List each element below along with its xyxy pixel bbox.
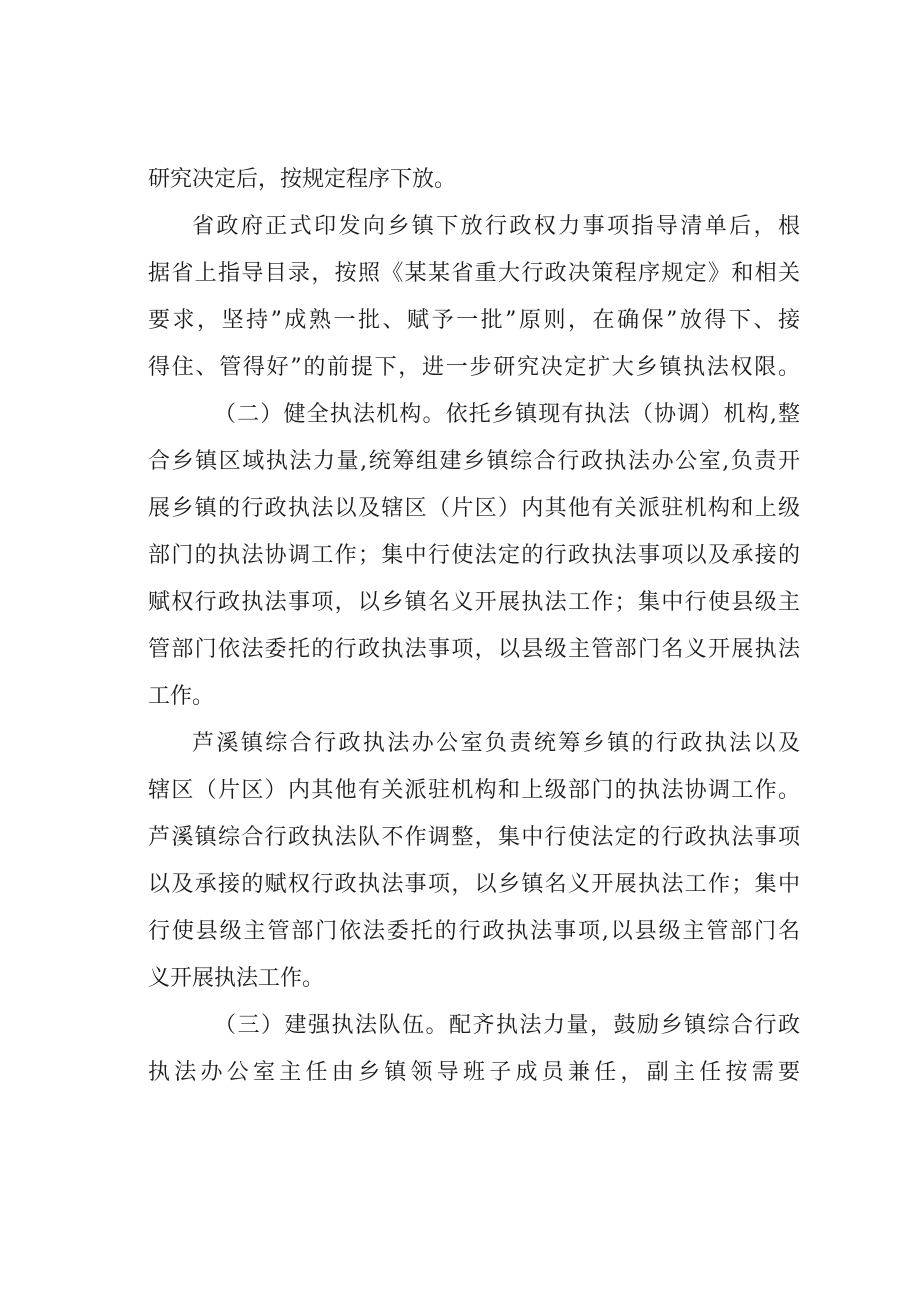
text-line: 行使县级主管部门依法委托的行政执法事项,以县级主管部门名	[148, 919, 800, 944]
text-line: 展乡镇的行政执法以及辖区（片区）内其他有关派驻机构和上级	[148, 496, 800, 521]
text-line: 赋权行政执法事项，以乡镇名义开展执法工作；集中行使县级主	[148, 590, 800, 615]
text-line: 执法办公室主任由乡镇领导班子成员兼任，副主任按需要	[148, 1060, 800, 1085]
text-line: 要求，坚持”成熟一批、赋予一批”原则，在确保”放得下、接	[148, 308, 800, 333]
text-line: 芦溪镇综合行政执法队不作调整，集中行使法定的行政执法事项	[148, 825, 800, 850]
paragraph-5	[148, 1002, 800, 1096]
paragraph-3	[148, 391, 800, 720]
text-line: 省政府正式印发向乡镇下放行政权力事项指导清单后，根	[192, 214, 800, 239]
text-line: 以及承接的赋权行政执法事项，以乡镇名义开展执法工作；集中	[148, 872, 800, 897]
paragraph-2	[148, 203, 800, 391]
text-line: 芦溪镇综合行政执法办公室负责统筹乡镇的行政执法以及	[192, 731, 800, 756]
text-line: 辖区（片区）内其他有关派驻机构和上级部门的执法协调工作。	[148, 778, 800, 803]
text-line: （二）健全执法机构。依托乡镇现有执法（协调）机构,整	[214, 402, 800, 427]
document-body	[148, 156, 800, 1096]
text-line: 部门的执法协调工作；集中行使法定的行政执法事项以及承接的	[148, 543, 800, 568]
text-line: 据省上指导目录，按照《某某省重大行政决策程序规定》和相关	[148, 261, 800, 286]
paragraph-4	[148, 720, 800, 1002]
text-line: （三）建强执法队伍。配齐执法力量，鼓励乡镇综合行政	[214, 1013, 800, 1038]
text-line: 工作。	[148, 684, 215, 709]
text-line: 合乡镇区域执法力量,统筹组建乡镇综合行政执法办公室,负责开	[148, 449, 800, 474]
text-line: 义开展执法工作。	[148, 966, 325, 991]
text-line: 管部门依法委托的行政执法事项，以县级主管部门名义开展执法	[148, 637, 800, 662]
text-line: 研究决定后，按规定程序下放。	[148, 167, 457, 192]
paragraph-1	[148, 156, 800, 203]
text-line: 得住、管得好”的前提下，进一步研究决定扩大乡镇执法权限。	[148, 355, 800, 380]
